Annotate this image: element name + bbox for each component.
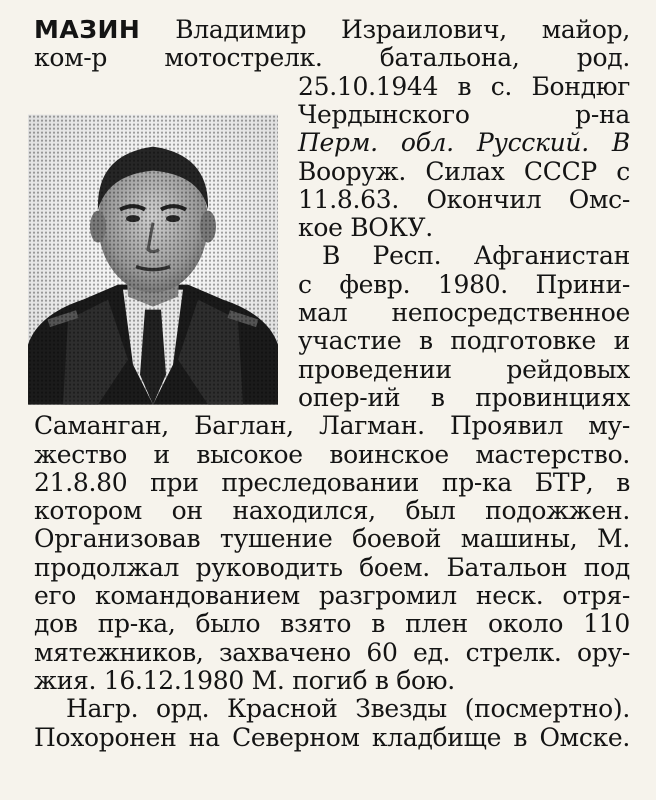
bio-line: Чердынского р-на xyxy=(298,99,630,129)
bio-line: Нагр. орд. Красной Звезды (посмертно). xyxy=(66,694,630,724)
bio-line: Похоронен на Северном кладбище в Омске. xyxy=(34,722,630,752)
bio-line: Саманган, Баглан, Лагман. Проявил му- xyxy=(34,411,630,441)
bio-line: 25.10.1944 в с. Бондюг xyxy=(298,71,630,101)
bio-line: котором он находился, был подожжен. xyxy=(34,496,630,526)
bio-line: жество и высокое воинское мастерство. xyxy=(34,439,630,469)
bio-line: опер-ий в провинциях xyxy=(298,382,630,412)
bio-line: проведении рейдовых xyxy=(298,354,630,384)
bio-line: 21.8.80 при преследовании пр-ка БТР, в xyxy=(34,467,630,497)
bio-line: продолжал руководить боем. Батальон под xyxy=(34,552,630,582)
bio-line-text: Перм. обл. xyxy=(298,128,454,158)
bio-line: мал непосредственное xyxy=(298,298,630,327)
bio-line: 11.8.63. Окончил Омс- xyxy=(298,184,630,214)
bio-line: участие в подготовке и xyxy=(298,326,630,356)
bio-line xyxy=(34,16,630,44)
bio-line xyxy=(298,129,630,157)
bio-line: жия. 16.12.1980 М. погиб в бою. xyxy=(34,665,455,695)
bio-line-text: Владимир Израилович, майор, xyxy=(175,15,630,44)
bio-line: дов пр-ка, было взято в плен около 110 xyxy=(34,609,630,639)
bio-line: с февр. 1980. Прини- xyxy=(298,269,630,299)
portrait-photo xyxy=(28,109,278,410)
bio-line: ком-р мотострелк. батальона, род. xyxy=(34,43,630,73)
bio-line: кое ВОКУ. xyxy=(298,213,433,243)
bio-line-text: Русский. В xyxy=(476,128,630,158)
bio-line: мятежников, захвачено 60 ед. стрелк. ору- xyxy=(34,637,630,667)
bio-line: Организовав тушение боевой машины, М. xyxy=(34,524,630,554)
bio-line: его командованием разгромил неск. отря- xyxy=(34,581,630,610)
surname: МАЗИН xyxy=(34,15,141,44)
bio-line: В Респ. Афганистан xyxy=(322,241,630,271)
bio-line: Вооруж. Силах СССР с xyxy=(298,156,630,186)
